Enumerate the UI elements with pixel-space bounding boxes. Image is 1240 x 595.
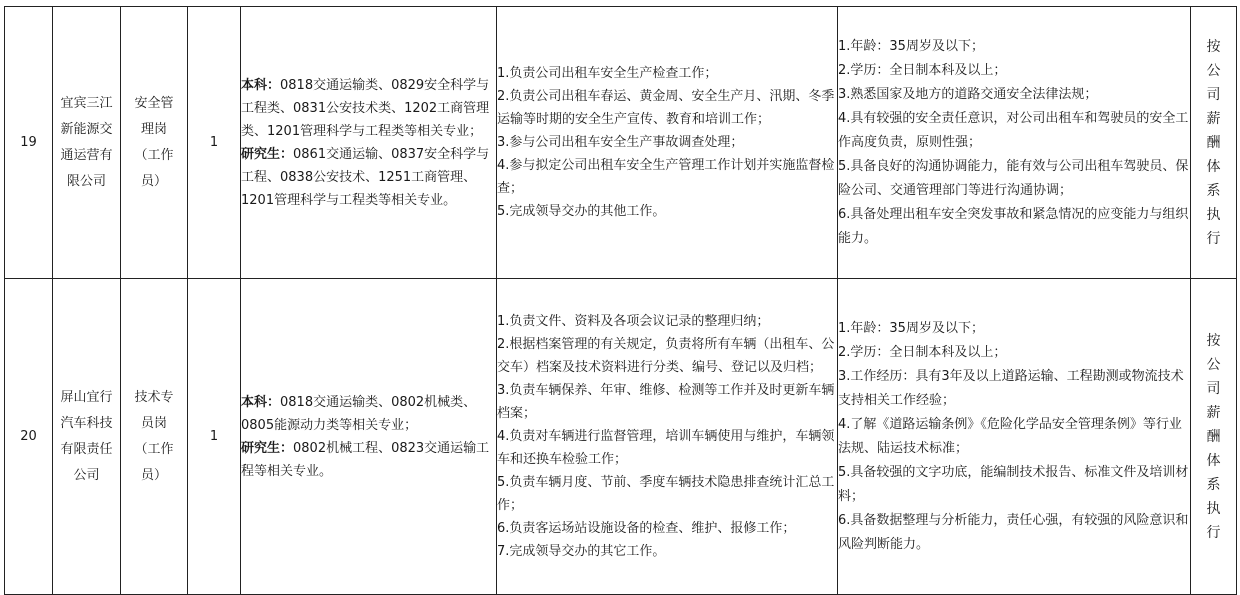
qualifications [838, 279, 1191, 595]
postgrad-majors: 0861交通运输、0837安全科学与工程、0838公安技术、1251工商管理、1201管理科学与工程类等相关专业。 [241, 146, 490, 208]
duty-item: 2.负责公司出租车春运、黄金周、安全生产月、汛期、冬季运输等时期的安全生产宣传、教育和培训工作； [497, 89, 835, 127]
requirement-item: 6.具备处理出租车安全突发事故和紧急情况的应变能力与组织能力。 [838, 206, 1189, 246]
duty-item: 5.负责车辆月度、节前、季度车辆技术隐患排查统计汇总工作； [497, 475, 835, 513]
position-name: 安全管理岗（工作员） [134, 95, 174, 189]
duty-item: 4.负责对车辆进行监督管理，培训车辆使用与维护，车辆领车和还换车检验工作； [497, 429, 835, 467]
postgrad-label: 研究生： [241, 146, 294, 162]
requirement-item: 4.了解《道路运输条例》《危险化学品安全管理条例》等行业法规、陆运技术标准； [838, 416, 1182, 456]
row-number: 19 [5, 7, 53, 279]
duty-item: 6.负责客运场站设施设备的检查、维护、报修工作； [497, 521, 796, 536]
duty-item: 3.参与公司出租车安全生产事故调查处理； [497, 135, 744, 150]
job-duties [497, 279, 838, 595]
requirement-item: 2.学历：全日制本科及以上； [838, 344, 1007, 360]
requirement-item: 1.年龄：35周岁及以下； [838, 38, 984, 54]
requirement-item: 5.具备良好的沟通协调能力，能有效与公司出租车驾驶员、保险公司、交通管理部门等进行沟通协调； [838, 158, 1189, 198]
row-number: 20 [5, 279, 53, 595]
table-row [5, 7, 1237, 279]
compensation-cell [1191, 279, 1237, 595]
compensation-cell [1191, 7, 1237, 279]
duty-item: 5.完成领导交办的其他工作。 [497, 204, 666, 219]
major-requirements [241, 7, 497, 279]
position-cell [121, 7, 188, 279]
compensation: 按公司薪酬体系执行 [1206, 38, 1221, 247]
undergrad-label: 本科： [241, 77, 281, 93]
requirement-item: 2.学历：全日制本科及以上； [838, 62, 1007, 78]
postgrad-label: 研究生： [241, 440, 294, 456]
requirement-item: 4.具有较强的安全责任意识，对公司出租车和驾驶员的安全工作高度负责，原则性强； [838, 110, 1189, 150]
duty-item: 4.参与拟定公司出租车安全生产管理工作计划并实施监督检查； [497, 158, 835, 196]
position-cell [121, 279, 188, 595]
headcount: 1 [188, 7, 241, 279]
duty-item: 1.负责公司出租车安全生产检查工作； [497, 66, 718, 81]
employer-cell [53, 7, 121, 279]
employer-name: 宜宾三江新能源交通运营有限公司 [60, 95, 113, 189]
duty-item: 2.根据档案管理的有关规定，负责将所有车辆（出租车、公交车）档案及技术资料进行分类、编号、登记以及归档； [497, 337, 835, 375]
qualifications [838, 7, 1191, 279]
undergrad-majors: 0818交通运输类、0802机械类、0805能源动力类等相关专业； [241, 394, 477, 433]
major-requirements [241, 279, 497, 595]
employer-cell [53, 279, 121, 595]
duty-item: 3.负责车辆保养、年审、维修、检测等工作并及时更新车辆档案； [497, 383, 835, 421]
employer-name: 屏山宜行汽车科技有限责任公司 [60, 389, 113, 483]
recruitment-table [4, 6, 1237, 595]
headcount: 1 [188, 279, 241, 595]
requirement-item: 3.熟悉国家及地方的道路交通安全法律法规； [838, 86, 1098, 102]
table-row [5, 279, 1237, 595]
postgrad-majors: 0802机械工程、0823交通运输工程等相关专业。 [241, 440, 490, 479]
compensation: 按公司薪酬体系执行 [1206, 332, 1221, 541]
requirement-item: 3.工作经历：具有3年及以上道路运输、工程勘测或物流技术支持相关工作经验； [838, 368, 1184, 408]
requirement-item: 5.具备较强的文字功底，能编制技术报告、标准文件及培训材料； [838, 464, 1189, 504]
undergrad-label: 本科： [241, 394, 281, 410]
duty-item: 1.负责文件、资料及各项会议记录的整理归纳； [497, 314, 770, 329]
undergrad-majors: 0818交通运输类、0829安全科学与工程类、0831公安技术类、1202工商管理类、1201管理科学与工程类等相关专业； [241, 77, 490, 139]
job-duties [497, 7, 838, 279]
duty-item: 7.完成领导交办的其它工作。 [497, 544, 666, 559]
requirement-item: 1.年龄：35周岁及以下； [838, 320, 984, 336]
position-name: 技术专员岗（工作员） [134, 389, 174, 483]
requirement-item: 6.具备数据整理与分析能力，责任心强，有较强的风险意识和风险判断能力。 [838, 512, 1189, 552]
